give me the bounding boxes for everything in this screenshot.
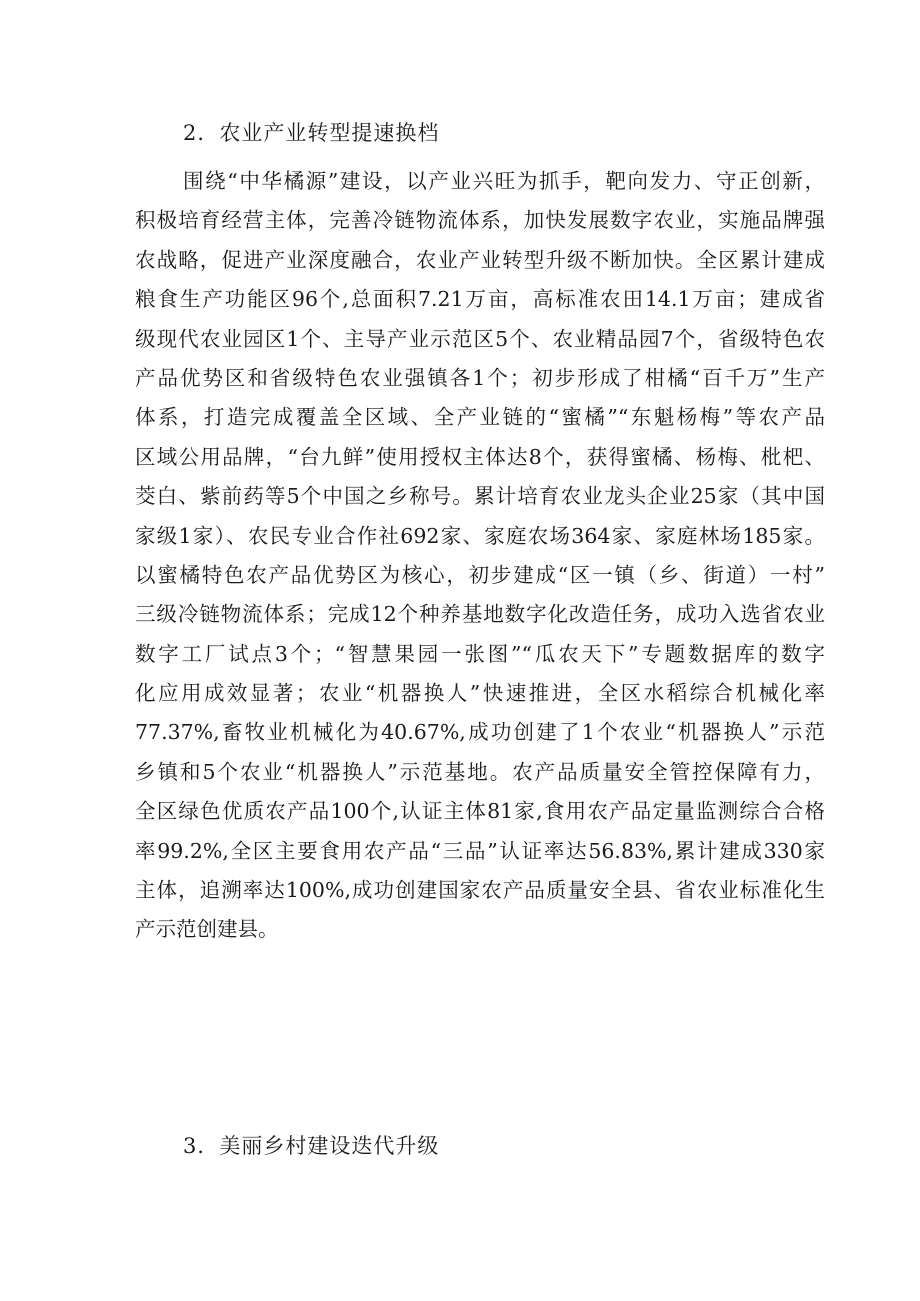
paragraph-line: 家级1家）、农民专业合作社692家、家庭农场364家、家庭林场185家。 <box>135 523 825 548</box>
paragraph-line: 数字工厂试点3个；“智慧果园一张图”“瓜农天下”专题数据库的数字 <box>135 641 825 666</box>
paragraph-line: 全区绿色优质农产品100个,认证主体81家,食用农产品定量监测综合合格 <box>135 799 825 824</box>
paragraph-line: 以蜜橘特色农产品优势区为核心，初步建成“区一镇（乡、街道）一村” <box>135 562 825 587</box>
paragraph-line: 体系，打造完成覆盖全区域、全产业链的“蜜橘”“东魁杨梅”等农产品 <box>135 405 825 430</box>
paragraph-line: 粮食生产功能区96个,总面积7.21万亩，高标准农田14.1万亩；建成省 <box>135 287 825 312</box>
paragraph-line: 77.37%,畜牧业机械化为40.67%,成功创建了1个农业“机器换人”示范 <box>135 720 825 745</box>
paragraph-line: 茭白、紫前药等5个中国之乡称号。累计培育农业龙头企业25家（其中国 <box>135 484 825 509</box>
section-heading-agriculture: 2．农业产业转型提速换档 <box>183 121 440 145</box>
paragraph-agriculture-transformation <box>135 162 825 950</box>
paragraph-line: 区域公用品牌，“台九鲜”使用授权主体达8个，获得蜜橘、杨梅、枇杷、 <box>135 444 825 469</box>
paragraph-line: 率99.2%,全区主要食用农产品“三品”认证率达56.83%,累计建成330家 <box>135 838 825 863</box>
paragraph-line: 围绕“中华橘源”建设，以产业兴旺为抓手，靶向发力、守正创新， <box>183 169 825 193</box>
paragraph-line: 农战略，促进产业深度融合，农业产业转型升级不断加快。全区累计建成 <box>135 247 825 272</box>
paragraph-line: 产品优势区和省级特色农业强镇各1个；初步形成了柑橘“百千万”生产 <box>135 365 825 390</box>
paragraph-line: 级现代农业园区1个、主导产业示范区5个、农业精品园7个，省级特色农 <box>135 326 825 351</box>
paragraph-line: 化应用成效显著；农业“机器换人”快速推进，全区水稻综合机械化率 <box>135 681 825 706</box>
paragraph-line: 乡镇和5个农业“机器换人”示范基地。农产品质量安全管控保障有力， <box>135 759 825 784</box>
paragraph-line: 主体，追溯率达100%,成功创建国家农产品质量安全县、省农业标准化生 <box>135 878 825 903</box>
paragraph-line: 产示范创建县。 <box>135 917 279 942</box>
paragraph-line: 三级冷链物流体系；完成12个种养基地数字化改造任务，成功入选省农业 <box>135 602 825 627</box>
paragraph-line: 积极培育经营主体，完善冷链物流体系，加快发展数字农业，实施品牌强 <box>135 208 825 233</box>
section-heading-beautiful-villages: 3．美丽乡村建设迭代升级 <box>183 1134 440 1158</box>
